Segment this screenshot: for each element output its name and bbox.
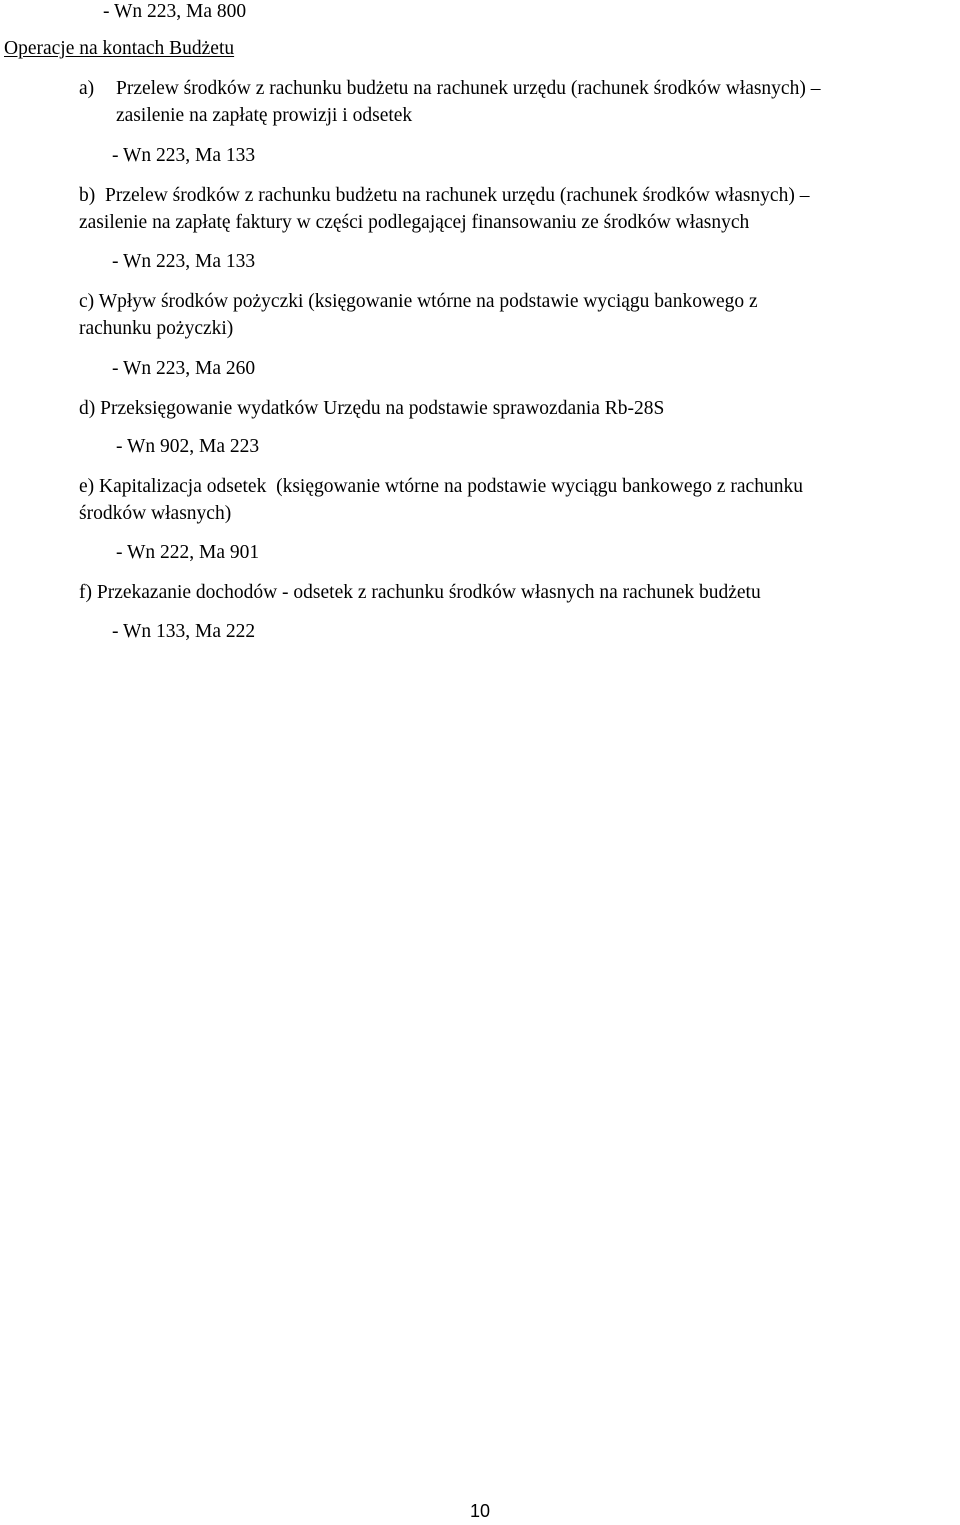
section-heading: Operacje na kontach Budżetu (4, 38, 235, 59)
item-f-line-1 (79, 579, 761, 606)
item-a-line-1 (79, 75, 820, 102)
item-b-text-2: zasilenie na zapłatę faktury w części podlegającej finansowaniu ze środków własnych (79, 212, 750, 233)
item-c-line-1 (79, 288, 758, 315)
item-f-text-1: Przekazanie dochodów - odsetek z rachunku środków własnych na rachunek budżetu (96, 582, 761, 603)
item-e-text-2: środków własnych) (79, 503, 232, 524)
item-a-label: a) (79, 78, 95, 99)
item-e-line-1 (79, 473, 803, 500)
item-a-text-2: zasilenie na zapłatę prowizji i odsetek (116, 105, 413, 126)
item-d-label: d) (79, 398, 96, 419)
item-a-entry: - Wn 223, Ma 133 (112, 145, 256, 166)
item-b-line-1 (79, 182, 809, 209)
item-b-label: b) (79, 185, 96, 206)
item-e-entry: - Wn 222, Ma 901 (116, 542, 260, 563)
item-b-text-1: Przelew środków z rachunku budżetu na rachunek urzędu (rachunek środków własnych) – (105, 185, 810, 206)
item-a-text-1: Przelew środków z rachunku budżetu na rachunek urzędu (rachunek środków własnych) – (116, 78, 821, 99)
page-number: 10 (469, 1501, 491, 1521)
item-f-label: f) (79, 582, 92, 603)
item-d-entry: - Wn 902, Ma 223 (116, 436, 260, 457)
item-c-text-1: Wpływ środków pożyczki (księgowanie wtórne na podstawie wyciągu bankowego z (98, 291, 758, 312)
top-entry: - Wn 223, Ma 800 (103, 1, 247, 22)
item-c-label: c) (79, 291, 95, 312)
item-e-text-1: Kapitalizacja odsetek (księgowanie wtórne na podstawie wyciągu bankowego z rachunku (99, 476, 803, 497)
item-d-text-1: Przeksięgowanie wydatków Urzędu na podstawie sprawozdania Rb-28S (100, 398, 665, 419)
item-c-entry: - Wn 223, Ma 260 (112, 358, 256, 379)
item-e-label: e) (79, 476, 95, 497)
item-c-text-2: rachunku pożyczki) (79, 318, 234, 339)
item-b-entry: - Wn 223, Ma 133 (112, 251, 256, 272)
item-d-line-1 (79, 395, 664, 422)
item-f-entry: - Wn 133, Ma 222 (112, 621, 256, 642)
